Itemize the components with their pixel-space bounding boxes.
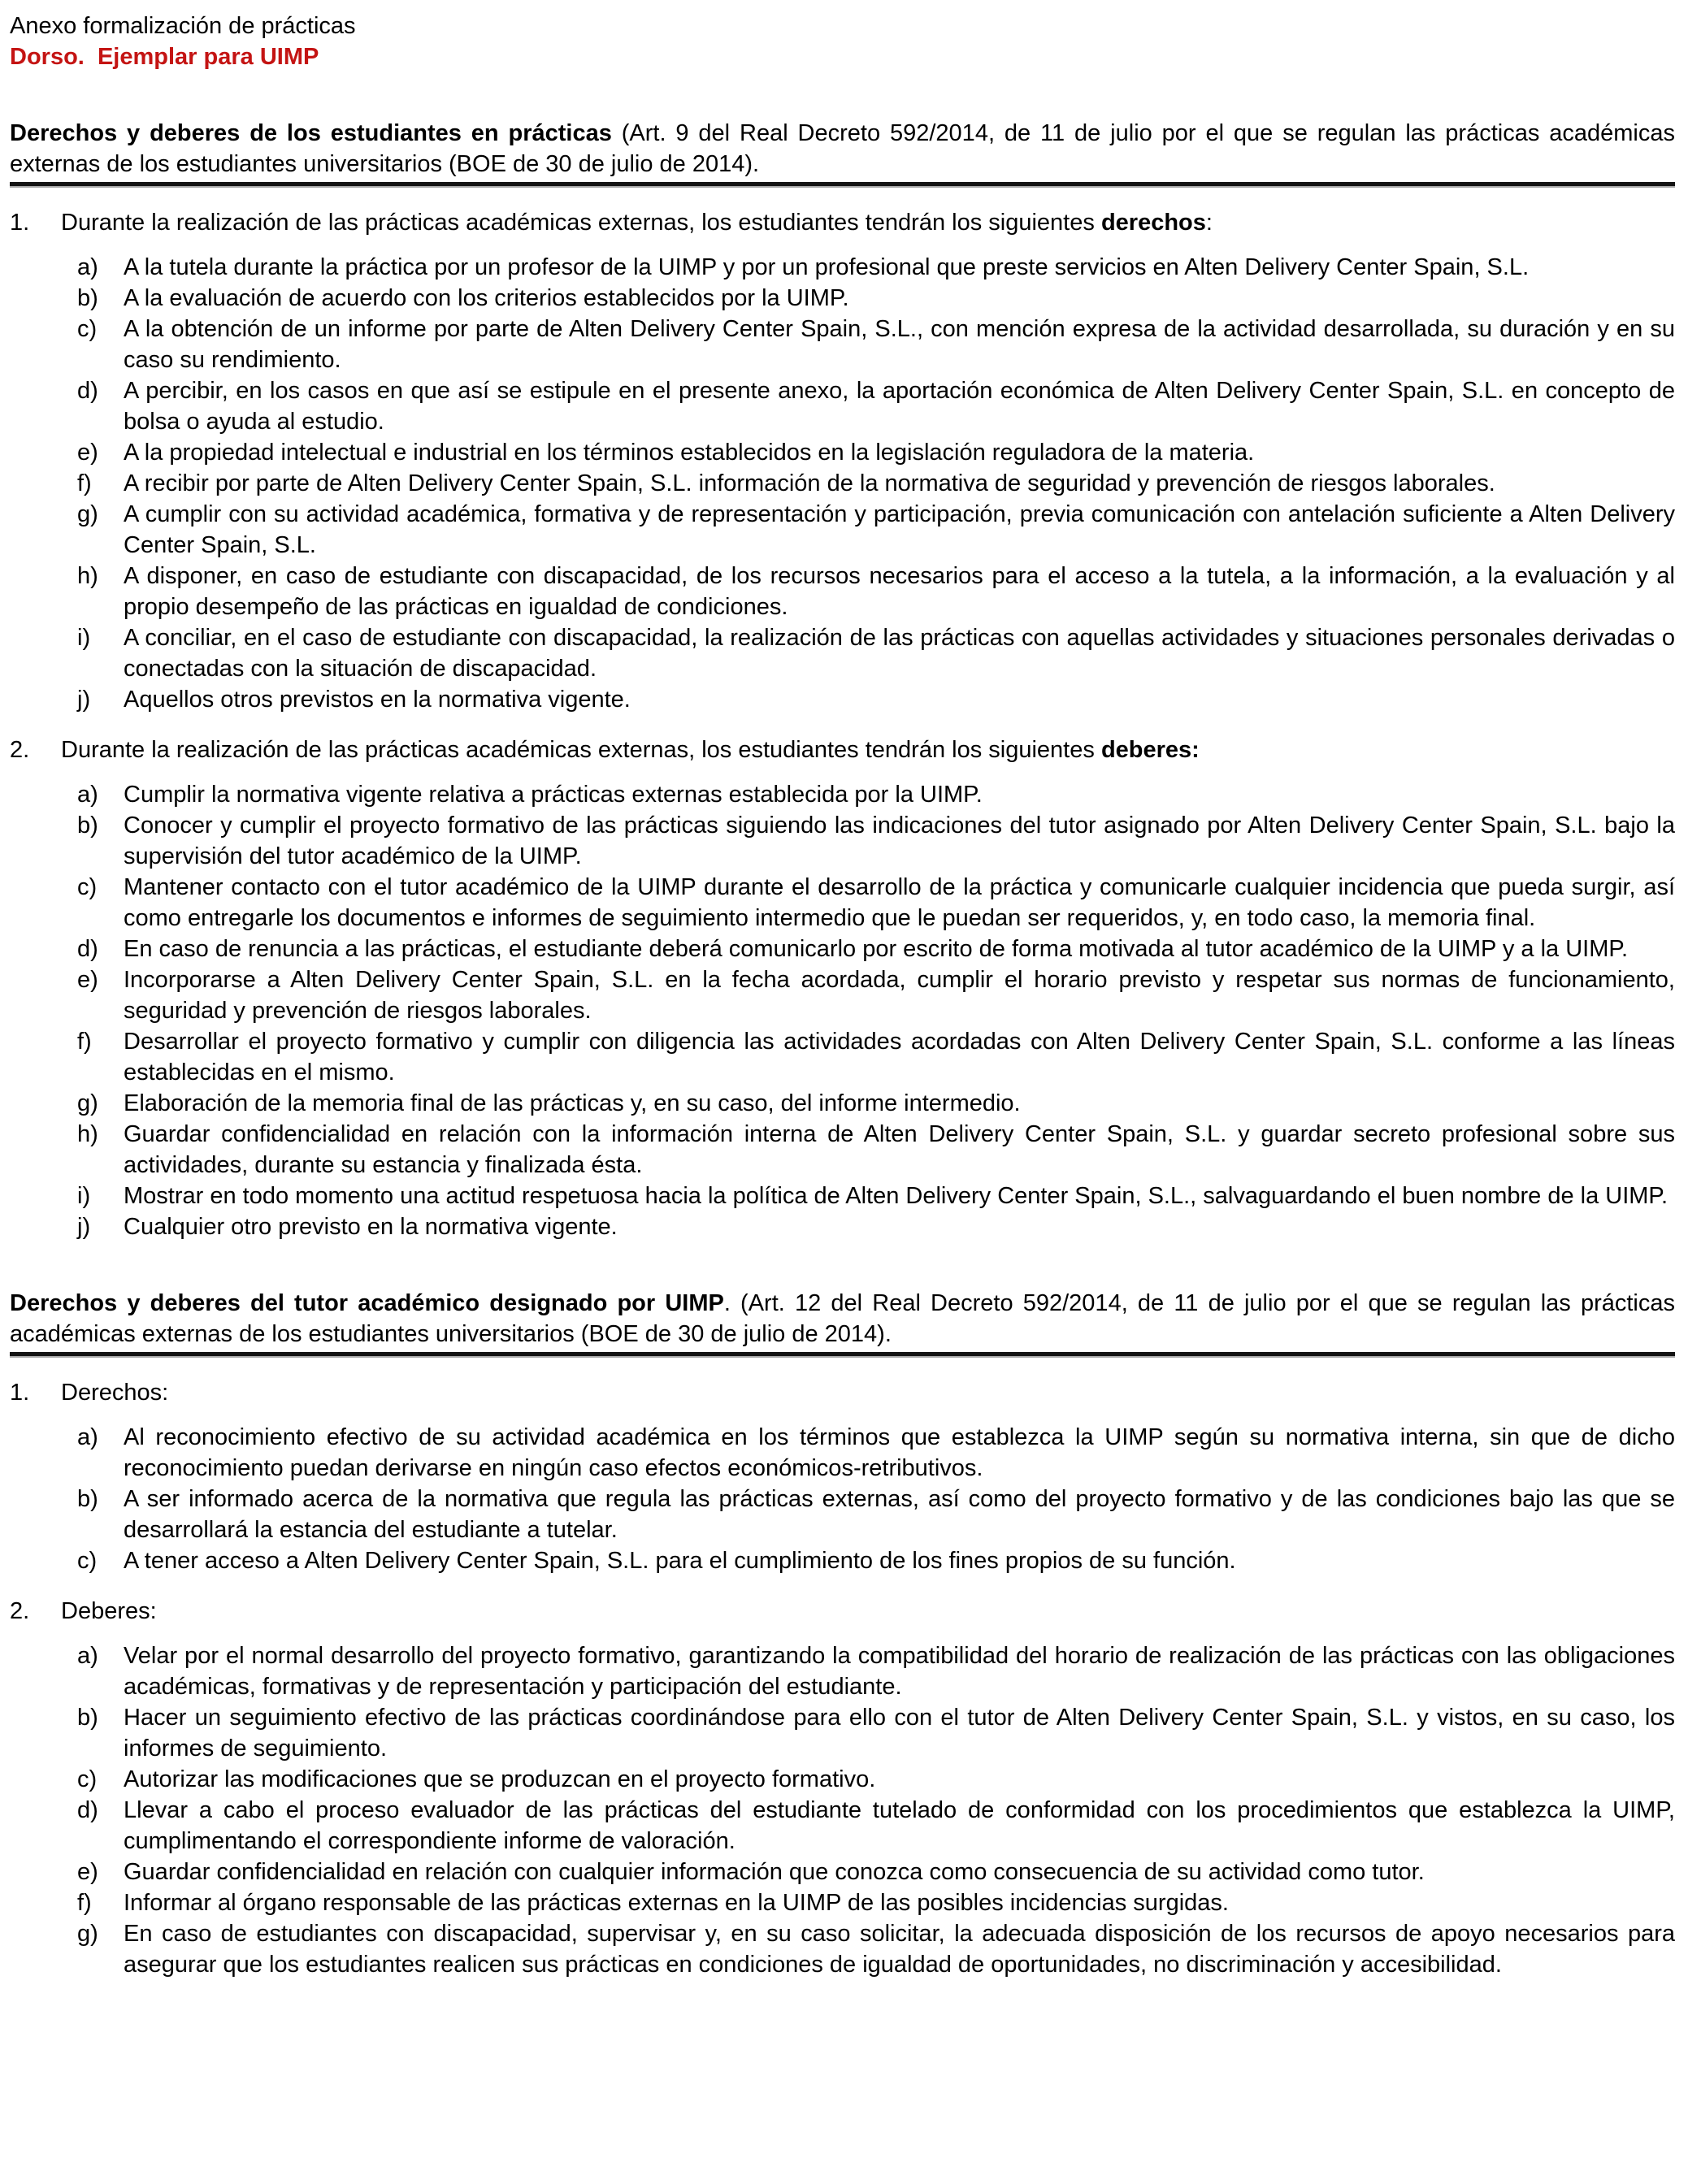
item-letter: i) [77,1183,91,1209]
item-letter: b) [77,1705,98,1731]
intro-text [61,734,1675,765]
list-item [10,934,1675,964]
item-letter: d) [77,936,98,962]
list-item [10,1026,1675,1088]
intro-pre: Durante la realización de las prácticas académicas externas, los estudiantes tendrán los siguientes [61,210,1101,236]
item-letter: a) [77,1643,98,1669]
item-text: En caso de renuncia a las prácticas, el estudiante deberá comunicarlo por escrito de forma motivada al tutor académico de la UIMP y a la UIMP. [124,936,1629,962]
item-text: Informar al órgano responsable de las prácticas externas en la UIMP de las posibles incidencias surgidas. [124,1890,1229,1916]
item-letter: b) [77,285,98,311]
students-duties-list [10,779,1675,1242]
item-letter: c) [77,1548,98,1574]
item-letter: e) [77,440,98,466]
item-text: A tener acceso a Alten Delivery Center Spain, S.L. para el cumplimiento de los fines propios de su función. [124,1548,1236,1574]
item-letter: f) [77,1890,92,1916]
item-text: Autorizar las modificaciones que se produzcan en el proyecto formativo. [124,1766,876,1792]
item-letter: g) [77,1921,98,1947]
list-item [10,252,1675,283]
doc-header [10,11,1675,72]
list-item [10,964,1675,1026]
heading-rule [10,182,1675,188]
tutor-section-heading [10,1288,1675,1350]
item-text: Cumplir la normativa vigente relativa a prácticas externas establecida por la UIMP. [124,782,983,808]
item-text: Mostrar en todo momento una actitud respetuosa hacia la política de Alten Delivery Center Spain, S.L., salvaguardando el buen nombre de la UIMP. [124,1183,1668,1209]
item-letter: g) [77,1090,98,1116]
item-letter: e) [77,967,98,993]
item-text: En caso de estudiantes con discapacidad, supervisar y, en su caso solicitar, la adecuada disposición de los recursos de apoyo necesarios para asegurar que los estudiantes realicen sus prácticas en condiciones de igualdad de oportunidades, no discriminación y accesibilidad. [124,1921,1675,1978]
students-rights-list [10,252,1675,715]
list-item [10,1795,1675,1857]
list-item [10,1545,1675,1576]
list-item [10,1484,1675,1545]
item-letter: f) [77,1029,92,1055]
students-heading-bold: Derechos y deberes de los estudiantes en prácticas [10,120,612,146]
item-letter: a) [77,254,98,280]
item-text: Velar por el normal desarrollo del proyecto formativo, garantizando la compatibilidad del horario de realización de las prácticas con las obligaciones académicas, formativas y de representación y participación del estudiante. [124,1643,1675,1700]
heading-rule [10,1352,1675,1358]
list-item [10,1857,1675,1887]
item-text: Guardar confidencialidad en relación con cualquier información que conozca como consecuencia de su actividad como tutor. [124,1859,1425,1885]
list-item [10,375,1675,437]
item-letter: d) [77,1797,98,1823]
item-number: 1. [10,1380,30,1406]
item-text: A ser informado acerca de la normativa que regula las prácticas externas, así como del proyecto formativo y de las condiciones bajo las que se desarrollará la estancia del estudiante a tutelar. [124,1486,1675,1543]
intro-keyword: deberes: [1100,737,1200,763]
item-letter: g) [77,501,98,527]
item-text: Al reconocimiento efectivo de su actividad académica en los términos que establezca la UIMP según su normativa interna, sin que de dicho reconocimiento puedan derivarse en ningún caso efectos económicos-retributivos. [124,1424,1675,1481]
list-item [10,561,1675,622]
item-letter: a) [77,782,98,808]
item-letter: e) [77,1859,98,1885]
item-text: Incorporarse a Alten Delivery Center Spain, S.L. en la fecha acordada, cumplir el horario previsto y respetar sus normas de funcionamiento, seguridad y prevención de riesgos laborales. [124,967,1675,1024]
item-text: Cualquier otro previsto en la normativa vigente. [124,1214,618,1240]
intro-text: Derechos: [61,1380,169,1406]
list-item [10,810,1675,872]
item-text: A la obtención de un informe por parte de Alten Delivery Center Spain, S.L., con mención expresa de la actividad desarrollada, su duración y en su caso su rendimiento. [124,316,1675,373]
item-text: A cumplir con su actividad académica, formativa y de representación y participación, previa comunicación con antelación suficiente a Alten Delivery Center Spain, S.L. [124,501,1675,558]
item-letter: d) [77,378,98,404]
list-item [10,684,1675,715]
list-item [10,499,1675,561]
list-item [10,622,1675,684]
list-item [10,779,1675,810]
students-duties-intro [10,734,1675,765]
tutor-duties-intro [10,1596,1675,1627]
item-letter: c) [77,1766,98,1792]
item-number: 1. [10,210,30,236]
list-item [10,314,1675,375]
item-text: A conciliar, en el caso de estudiante con discapacidad, la realización de las prácticas con aquellas actividades y situaciones personales derivadas o conectadas con la situación de discapacidad. [124,625,1675,682]
item-letter: h) [77,563,98,589]
tutor-heading-bold: Derechos y deberes del tutor académico designado por UIMP [10,1290,724,1316]
item-text: Aquellos otros previstos en la normativa vigente. [124,687,631,713]
item-number: 2. [10,737,30,763]
list-item [10,1088,1675,1119]
list-item [10,468,1675,499]
students-heading-rest: (Art. 9 del Real Decreto 592/2014, de 11 de julio por el que se regulan las prácticas académicas externas de los estudiantes universitarios (BOE de 30 de julio de 2014). [10,120,1675,177]
item-text: Mantener contacto con el tutor académico de la UIMP durante el desarrollo de la práctica y comunicarle cualquier incidencia que pueda surgir, así como entregarle los documentos e informes de seguimiento intermedio que le puedan ser requeridos, y, en todo caso, la memoria final. [124,874,1675,931]
tutor-duties-list [10,1640,1675,1980]
item-text: Hacer un seguimiento efectivo de las prácticas coordinándose para ello con el tutor de Alten Delivery Center Spain, S.L. y vistos, en su caso, los informes de seguimiento. [124,1705,1675,1762]
item-letter: b) [77,1486,98,1512]
list-item [10,1887,1675,1918]
item-text: Elaboración de la memoria final de las prácticas y, en su caso, del informe intermedio. [124,1090,1021,1116]
list-item [10,1211,1675,1242]
students-rights-intro [10,207,1675,238]
item-letter: c) [77,316,98,342]
item-text: A la propiedad intelectual e industrial en los términos establecidos en la legislación reguladora de la materia. [124,440,1255,466]
item-text: A la tutela durante la práctica por un profesor de la UIMP y por un profesional que preste servicios en Alten Delivery Center Spain, S.L. [124,254,1530,280]
item-letter: a) [77,1424,98,1450]
intro-pre: Durante la realización de las prácticas académicas externas, los estudiantes tendrán los siguientes [61,737,1101,763]
list-item [10,1119,1675,1181]
item-text: A recibir por parte de Alten Delivery Center Spain, S.L. información de la normativa de seguridad y prevención de riesgos laborales. [124,470,1495,496]
list-item [10,437,1675,468]
item-text: Guardar confidencialidad en relación con la información interna de Alten Delivery Center Spain, S.L. y guardar secreto profesional sobre sus actividades, durante su estancia y finalizada ésta. [124,1121,1675,1178]
section-students [10,118,1675,1242]
item-text: A la evaluación de acuerdo con los criterios establecidos por la UIMP. [124,285,849,311]
item-text: A percibir, en los casos en que así se estipule en el presente anexo, la aportación económica de Alten Delivery Center Spain, S.L. en concepto de bolsa o ayuda al estudio. [124,378,1675,435]
item-text: A disponer, en caso de estudiante con discapacidad, de los recursos necesarios para el acceso a la tutela, a la información, a la evaluación y al propio desempeño de las prácticas en igualdad de condiciones. [124,563,1675,620]
item-text: Llevar a cabo el proceso evaluador de las prácticas del estudiante tutelado de conformidad con los procedimientos que establezca la UIMP, cumplimentando el correspondiente informe de valoración. [124,1797,1675,1854]
item-letter: h) [77,1121,98,1147]
item-letter: c) [77,874,98,900]
list-item [10,283,1675,314]
item-letter: b) [77,812,98,838]
item-number: 2. [10,1598,30,1624]
annex-title: Anexo formalización de prácticas [10,13,356,39]
tutor-rights-intro [10,1377,1675,1408]
intro-text [61,207,1675,238]
section-tutor [10,1288,1675,1980]
list-item [10,872,1675,934]
list-item [10,1640,1675,1702]
intro-keyword: derechos [1100,210,1206,236]
copy-for-uimp-label: Dorso. Ejemplar para UIMP [10,44,319,70]
list-item [10,1702,1675,1764]
intro-text: Deberes: [61,1598,157,1624]
item-text: Desarrollar el proyecto formativo y cumplir con diligencia las actividades acordadas con Alten Delivery Center Spain, S.L. conforme a las líneas establecidas en el mismo. [124,1029,1675,1086]
intro-post: : [1205,210,1213,236]
list-item [10,1918,1675,1980]
item-text: Conocer y cumplir el proyecto formativo de las prácticas siguiendo las indicaciones del tutor asignado por Alten Delivery Center Spain, S.L. bajo la supervisión del tutor académico de la UIMP. [124,812,1675,869]
item-letter: i) [77,625,91,651]
list-item [10,1181,1675,1211]
item-letter: f) [77,470,92,496]
tutor-heading-rest: . (Art. 12 del Real Decreto 592/2014, de 11 de julio por el que se regulan las prácticas académicas externas de los estudiantes universitarios (BOE de 30 de julio de 2014). [10,1290,1676,1347]
item-letter: j) [77,1214,91,1240]
list-item [10,1764,1675,1795]
tutor-rights-list [10,1422,1675,1576]
item-letter: j) [77,687,91,713]
list-item [10,1422,1675,1484]
students-section-heading [10,118,1675,180]
